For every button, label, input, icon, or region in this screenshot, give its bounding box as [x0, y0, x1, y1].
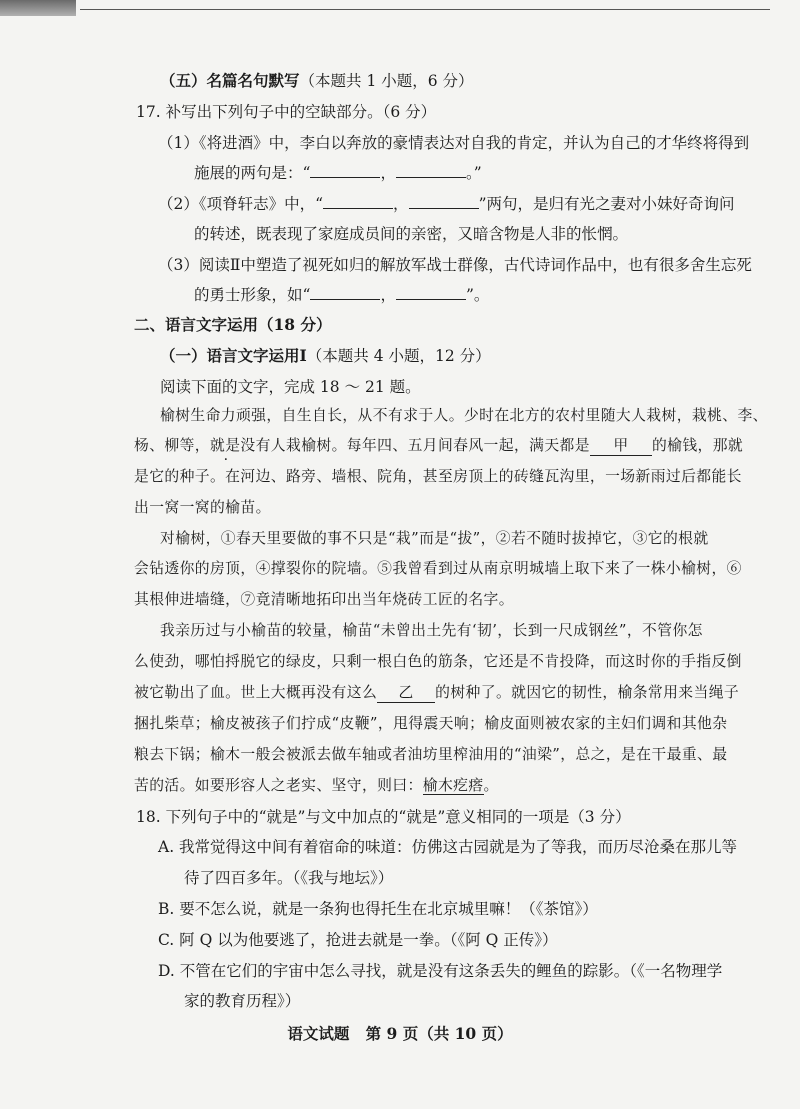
sub1-heading — [160, 345, 491, 367]
text-span: 苦的活。如要形容人之老实、坚守，则曰： — [134, 777, 423, 794]
text-span: 被它勒出了血。世上大概再没有这么 — [134, 684, 378, 701]
q17-item3-line1: （3）阅读Ⅱ中塑造了视死如归的解放军战士群像，古代诗词作品中，也有很多舍生忘死 — [158, 256, 752, 274]
passage-p3-line5: 粮去下锅；榆木一般会被派去做车轴或者油坊里榨油用的“油梁”，总之，是在干最重、最 — [134, 746, 728, 763]
passage-p2-line2: 会钻透你的房顶，④撑裂你的院墙。⑤我曾看到过从南京明城墙上取下来了一株小榆树，⑥ — [134, 560, 742, 577]
text-span: 。 — [483, 777, 499, 794]
comma: ， — [380, 164, 396, 182]
q18-option-d-line1: D. 不管在它们的宇宙中怎么寻找，就是没有这条丢失的鲤鱼的踪影。（《一名物理学 — [158, 962, 723, 980]
answer-blank[interactable] — [310, 163, 380, 178]
passage-p3-line6 — [134, 775, 499, 797]
q17-item3-end: ”。 — [465, 286, 490, 304]
q18-option-a-line1: A. 我常觉得这中间有着宿命的味道：仿佛这古园就是为了等我，而历尽沧桑在那儿等 — [158, 838, 738, 856]
q17-item2-suffix: ”两句，是归有光之妻对小妹好奇询问 — [478, 195, 735, 213]
q18-option-a-line2: 待了四百多年。（《我与地坛》） — [184, 869, 394, 887]
section5-heading — [160, 70, 474, 92]
reading-intro: 阅读下面的文字，完成 18 ～ 21 题。 — [160, 378, 421, 396]
footer-page-number: 第 9 页（共 10 页） — [365, 1024, 513, 1043]
q17-item1-line2 — [194, 162, 482, 184]
passage-p3-line1: 我亲历过与小榆苗的较量，榆苗“未曾出土先有‘韧’，长到一尺成钢丝”，不管你怎 — [160, 622, 703, 639]
q17-stem: 17. 补写出下列句子中的空缺部分。（6 分） — [136, 103, 437, 121]
blank-jia: 甲 — [590, 437, 652, 456]
q18-option-d-line2: 家的教育历程》） — [184, 992, 301, 1010]
q17-item1-line1: （1）《将进酒》中，李白以奔放的豪情表达对自我的肯定，并认为自己的才华终将得到 — [158, 134, 750, 152]
section5-note: （本题共 1 小题，6 分） — [299, 72, 474, 90]
dotted-word: 就是 — [210, 437, 241, 454]
q17-item2-prefix: （2）《项脊轩志》中，“ — [158, 195, 324, 213]
part2-title: 二、语言文字运用（18 分） — [134, 315, 332, 334]
q18-option-c: C. 阿 Q 以为他要逃了，抢进去就是一拳。（《阿 Q 正传》） — [158, 931, 558, 949]
text-span: 的树种了。就因它的韧性，榆条常用来当绳子 — [435, 684, 740, 701]
answer-blank[interactable] — [396, 163, 466, 178]
passage-p2-line3: 其根伸进墙缝，⑦竟清晰地拓印出当年烧砖工匠的名字。 — [134, 591, 514, 608]
passage-p3-line2: 么使劲，哪怕捋脱它的绿皮，只剩一根白色的筋条，它还是不肯投降，而这时你的手指反倒 — [134, 653, 742, 670]
page-footer — [0, 1022, 800, 1044]
underlined-phrase: 榆木疙瘩 — [422, 777, 484, 794]
text-span: 的榆钱，那就 — [651, 437, 744, 454]
answer-blank[interactable] — [323, 194, 393, 209]
q18-stem: 18. 下列句子中的“就是”与文中加点的“就是”意义相同的一项是（3 分） — [136, 808, 631, 826]
text-span: 杨、柳等， — [134, 437, 210, 454]
q17-item2-line2: 的转述，既表现了家庭成员间的亲密，又暗含物是人非的怅惘。 — [194, 225, 629, 243]
passage-p3-line4: 捆扎柴草；榆皮被孩子们拧成“皮鞭”，甩得震天响；榆皮面则被农家的主妇们调和其他杂 — [134, 715, 728, 732]
section5-title: （五）名篇名句默写 — [160, 71, 300, 90]
text-span: 没有人栽榆树。每年四、五月间春风一起，满天都是 — [240, 437, 590, 454]
q17-item3-line2 — [194, 284, 489, 306]
footer-subject: 语文试题 — [287, 1024, 350, 1043]
answer-blank[interactable] — [396, 285, 466, 300]
passage-p1-line4: 出一窝一窝的榆苗。 — [134, 499, 271, 516]
sub1-title: （一）语言文字运用Ⅰ — [160, 346, 307, 365]
passage-p1-line2 — [134, 435, 743, 457]
q17-item1-end: 。” — [465, 164, 482, 182]
comma: ， — [393, 195, 409, 213]
q17-item2-line1 — [158, 193, 735, 215]
passage-p1-line3: 是它的种子。在河边、路旁、墙根、院角，甚至房顶上的砖缝瓦沟里，一场新雨过后都能长 — [134, 468, 742, 485]
passage-p1-line1: 榆树生命力顽强，自生自长，从不有求于人。少时在北方的农村里随大人栽树，栽桃、李、 — [160, 407, 768, 424]
sub1-note: （本题共 4 小题，12 分） — [306, 347, 491, 365]
passage-p2-line1: 对榆树，①春天里要做的事不只是“栽”而是“拔”，②若不随时拔掉它，③它的根就 — [160, 530, 709, 547]
answer-blank[interactable] — [409, 194, 479, 209]
comma: ， — [380, 286, 396, 304]
q17-item1-prefix: 施展的两句是：“ — [194, 164, 311, 182]
blank-yi: 乙 — [377, 684, 435, 703]
answer-blank[interactable] — [310, 285, 380, 300]
passage-p3-line3 — [134, 682, 739, 704]
q17-item3-prefix: 的勇士形象，如“ — [194, 286, 311, 304]
q18-option-b: B. 要不怎么说，就是一条狗也得托生在北京城里嘛！（《茶馆》） — [158, 900, 598, 918]
